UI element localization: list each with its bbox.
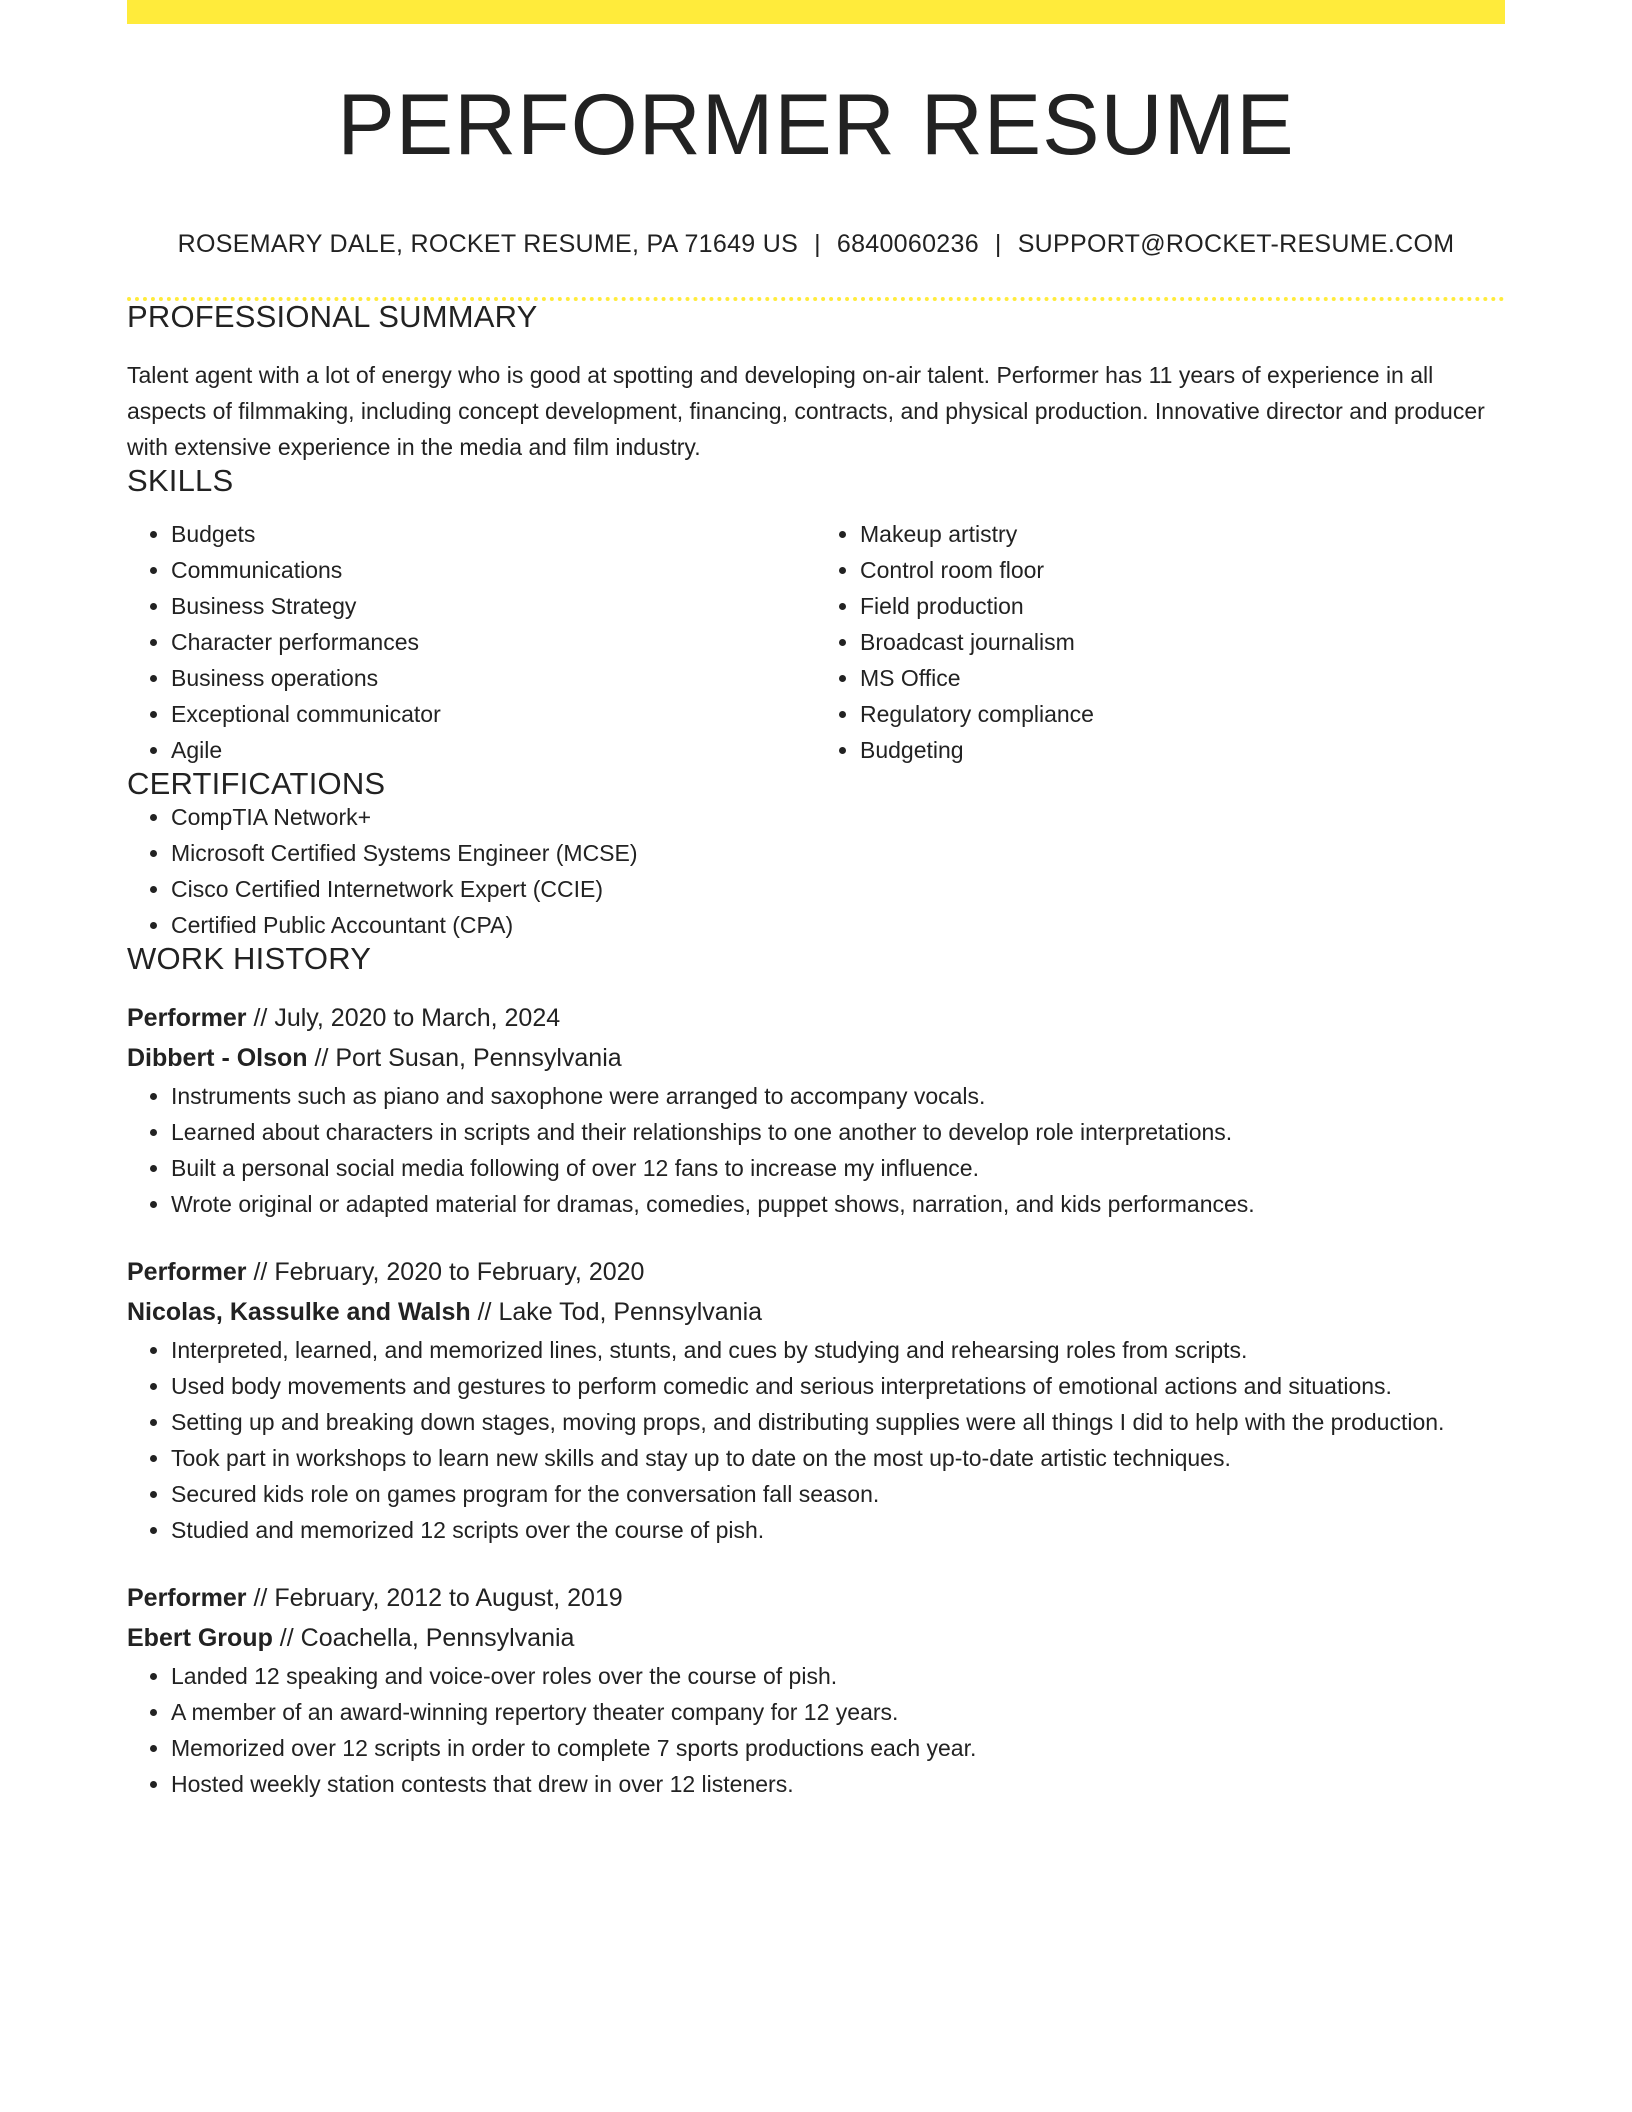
skill-item: • Communications	[171, 552, 816, 588]
contact-separator: |	[814, 230, 821, 258]
skill-item: • Business operations	[171, 660, 816, 696]
skills-list-left	[127, 516, 816, 768]
contact-phone: 6840060236	[836, 230, 979, 258]
job-dates: February, 2020 to February, 2020	[274, 1258, 645, 1286]
job-role-line	[127, 1578, 1505, 1618]
skill-item: • Field production	[860, 588, 1505, 624]
contact-email: SUPPORT@ROCKET-RESUME.COM	[1017, 230, 1455, 258]
skill-item: • Exceptional communicator	[171, 696, 816, 732]
job-bullet: • Secured kids role on games program for the conversation fall season.	[171, 1476, 1505, 1512]
certification-item: • CompTIA Network+	[171, 799, 1505, 835]
contact-address: ROSEMARY DALE, ROCKET RESUME, PA 71649 US	[177, 230, 799, 258]
job-role: Performer	[127, 1004, 247, 1032]
job-location: Lake Tod, Pennsylvania	[498, 1298, 763, 1326]
job-role-line	[127, 998, 1505, 1038]
job-bullet: • Instruments such as piano and saxophone were arranged to accompany vocals.	[171, 1078, 1505, 1114]
skill-item: • Makeup artistry	[860, 516, 1505, 552]
job-bullet: • Interpreted, learned, and memorized lines, stunts, and cues by studying and rehearsing roles from scripts.	[171, 1332, 1505, 1368]
job-bullet: • Landed 12 speaking and voice-over roles over the course of pish.	[171, 1658, 1505, 1694]
job-company: Ebert Group	[127, 1624, 273, 1652]
job-bullet: • Wrote original or adapted material for dramas, comedies, puppet shows, narration, and kids performances.	[171, 1186, 1505, 1222]
skill-item: • Agile	[171, 732, 816, 768]
job-entry	[127, 998, 1505, 1222]
skills-heading: SKILLS	[127, 463, 234, 498]
job-bullets	[127, 1078, 1505, 1222]
job-bullet: • Learned about characters in scripts and their relationships to one another to develop role interpretations.	[171, 1114, 1505, 1150]
certifications-list	[127, 799, 1505, 943]
job-separator: //	[279, 1624, 294, 1652]
job-bullet: • Built a personal social media following of over 12 fans to increase my influence.	[171, 1150, 1505, 1186]
accent-top-bar	[127, 0, 1505, 24]
skill-item: • Broadcast journalism	[860, 624, 1505, 660]
resume-page	[127, 24, 1505, 1802]
summary-text: Talent agent with a lot of energy who is good at spotting and developing on-air talent. Performer has 11 years of experience in all aspects of filmmaking, including concept development, financing, contracts, and physical production. Innovative director and producer with extensive experience in the media and film industry.	[127, 362, 1485, 460]
job-role: Performer	[127, 1584, 247, 1612]
resume-title: PERFORMER RESUME	[337, 77, 1295, 173]
contact-line	[127, 232, 1505, 257]
job-dates: July, 2020 to March, 2024	[274, 1004, 561, 1032]
skill-item: • Budgeting	[860, 732, 1505, 768]
job-bullet: • Setting up and breaking down stages, moving props, and distributing supplies were all things I did to help with the production.	[171, 1404, 1505, 1440]
job-location: Coachella, Pennsylvania	[300, 1624, 575, 1652]
job-location: Port Susan, Pennsylvania	[335, 1044, 622, 1072]
contact-separator: |	[994, 230, 1002, 258]
job-separator: //	[253, 1584, 268, 1612]
job-company-line	[127, 1618, 1505, 1658]
skill-item: • Control room floor	[860, 552, 1505, 588]
job-separator: //	[253, 1258, 268, 1286]
certifications-heading: CERTIFICATIONS	[127, 766, 386, 801]
job-separator: //	[477, 1298, 492, 1326]
skill-item: • Regulatory compliance	[860, 696, 1505, 732]
job-company-line	[127, 1292, 1505, 1332]
job-separator: //	[314, 1044, 329, 1072]
job-dates: February, 2012 to August, 2019	[274, 1584, 623, 1612]
job-bullets	[127, 1332, 1505, 1548]
skills-list-right	[816, 516, 1505, 768]
job-role-line	[127, 1252, 1505, 1292]
certification-item: • Microsoft Certified Systems Engineer (MCSE)	[171, 835, 1505, 871]
job-separator: //	[253, 1004, 268, 1032]
work-history-heading: WORK HISTORY	[127, 941, 372, 976]
skill-item: • Business Strategy	[171, 588, 816, 624]
job-bullet: • Used body movements and gestures to perform comedic and serious interpretations of emotional actions and situations.	[171, 1368, 1505, 1404]
job-bullet: • Memorized over 12 scripts in order to complete 7 sports productions each year.	[171, 1730, 1505, 1766]
job-bullet: • Hosted weekly station contests that drew in over 12 listeners.	[171, 1766, 1505, 1802]
skill-item: • Character performances	[171, 624, 816, 660]
skill-item: • MS Office	[860, 660, 1505, 696]
skill-item: • Budgets	[171, 516, 816, 552]
job-bullet: • Took part in workshops to learn new skills and stay up to date on the most up-to-date artistic techniques.	[171, 1440, 1505, 1476]
job-bullet: • Studied and memorized 12 scripts over the course of pish.	[171, 1512, 1505, 1548]
skills-columns	[127, 516, 1505, 768]
job-company: Dibbert - Olson	[127, 1044, 308, 1072]
job-role: Performer	[127, 1258, 247, 1286]
job-bullet: • A member of an award-winning repertory theater company for 12 years.	[171, 1694, 1505, 1730]
certification-item: • Certified Public Accountant (CPA)	[171, 907, 1505, 943]
job-entry	[127, 1578, 1505, 1802]
job-entry	[127, 1252, 1505, 1548]
job-bullets	[127, 1658, 1505, 1802]
job-company: Nicolas, Kassulke and Walsh	[127, 1298, 471, 1326]
certification-item: • Cisco Certified Internetwork Expert (CCIE)	[171, 871, 1505, 907]
job-company-line	[127, 1038, 1505, 1078]
summary-heading: PROFESSIONAL SUMMARY	[127, 299, 538, 334]
